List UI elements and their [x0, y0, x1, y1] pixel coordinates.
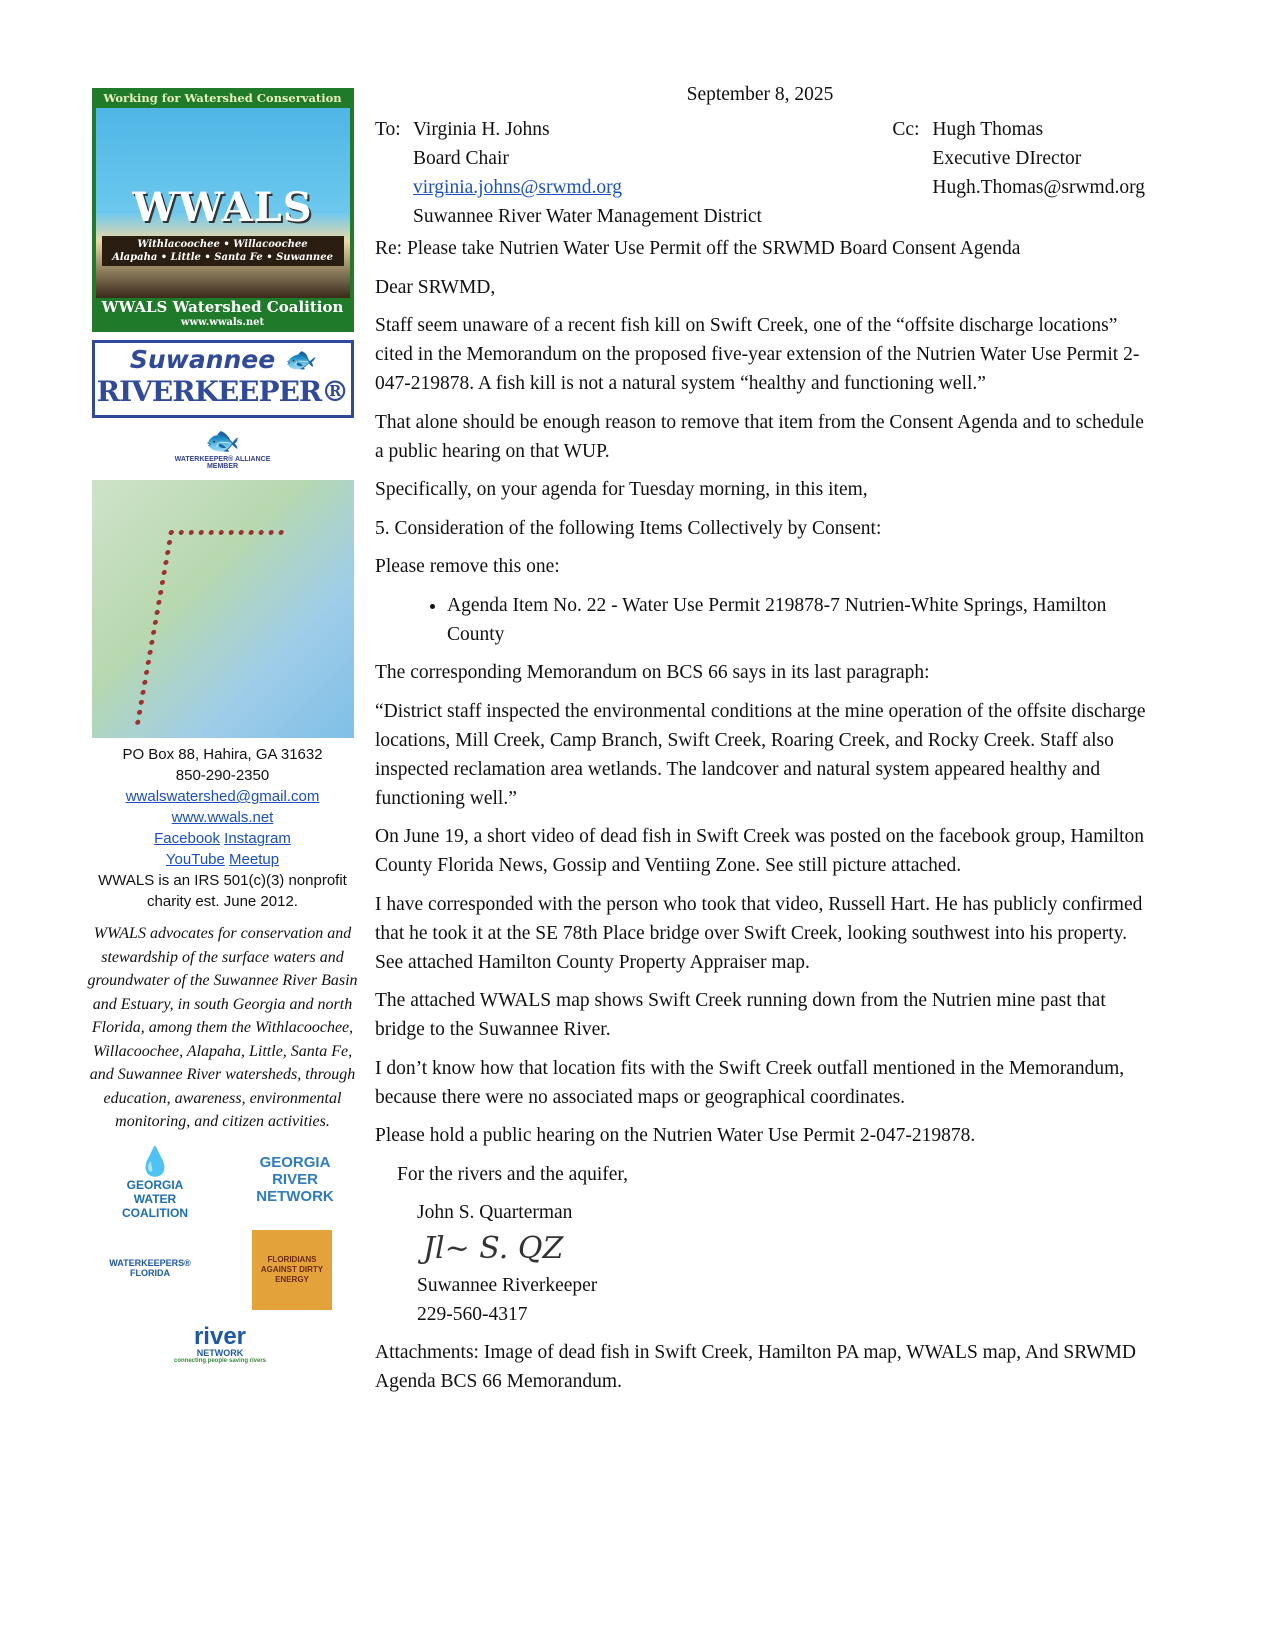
phone: 850-290-2350 [175, 767, 270, 784]
recipient-email-link[interactable]: virginia.johns@srwmd.org [413, 177, 622, 198]
address: PO Box 88, Hahira, GA 31632 [122, 746, 323, 763]
instagram-link[interactable]: Instagram [224, 830, 291, 847]
paragraph: I have corresponded with the person who took that video, Russell Hart. He has publicly confirmed that he took it at the SE 78th Place bridge over Swift Creek, looking southwest into his property. See attached Hamilton County Property Appraiser map. [375, 893, 1143, 973]
letter-date: September 8, 2025 [686, 84, 834, 105]
cc-name: Hugh Thomas [932, 119, 1044, 140]
sidebar [80, 88, 365, 1386]
river-route [134, 530, 283, 725]
to-block [375, 115, 762, 231]
riverkeeper-line-2: RIVERKEEPER® [96, 375, 349, 408]
rn-tagline: connecting people·saving rivers [173, 1357, 267, 1364]
facebook-link[interactable]: Facebook [154, 830, 220, 847]
sturgeon-icon: 🐟 [205, 425, 240, 456]
cc-email: Hugh.Thomas@srwmd.org [932, 177, 1145, 198]
paragraph: Staff seem unaware of a recent fish kill on Swift Creek, one of the “offsite discharge locations” cited in the Memorandum on the proposed five-year extension of the Nutrien Water Use Permit 2-047-219878. A fish kill is not a natural system “healthy and functioning well.” [375, 315, 1140, 394]
paragraph: I don’t know how that location fits with the Swift Creek outfall mentioned in the Memorandum, because there were no associated maps or geographical coordinates. [375, 1057, 1125, 1108]
youtube-link[interactable]: YouTube [165, 851, 225, 868]
suwannee-text: Suwannee [129, 345, 276, 374]
recipient-name: Virginia H. Johns [413, 119, 550, 140]
rivers-line-1: Withlacoochee • Willacoochee [137, 239, 308, 250]
waterkeepers-florida-logo: WATERKEEPERS® FLORIDA [109, 1257, 191, 1278]
closing: For the rivers and the aquifer, [397, 1163, 628, 1185]
cc-title: Executive DIrector [932, 148, 1082, 169]
agenda-item: • Agenda Item No. 22 - Water Use Permit 219878-7 Nutrien-White Springs, Hamilton County [447, 591, 1155, 649]
meetup-link[interactable]: Meetup [229, 851, 280, 868]
georgia-river-network-logo: GEORGIA RIVER NETWORK [256, 1153, 334, 1205]
paragraph: 5. Consideration of the following Items Collectively by Consent: [375, 517, 882, 539]
wwals-url: www.wwals.net [180, 317, 265, 328]
georgia-water-coalition-logo [110, 1146, 200, 1220]
wka-line-2: MEMBER [206, 463, 239, 470]
paragraph: The attached WWALS map shows Swift Creek running down from the Nutrien mine past that bridge to the Suwannee River. [375, 990, 1106, 1040]
riverkeeper-logo [92, 340, 354, 418]
wwals-logo [92, 88, 354, 332]
paragraph: The corresponding Memorandum on BCS 66 says in its last paragraph: [375, 662, 930, 683]
subject-line: Re: Please take Nutrien Water Use Permit off the SRWMD Board Consent Agenda [375, 238, 1021, 259]
wwals-name: WWALS Watershed Coalition [101, 298, 344, 316]
attachments: Attachments: Image of dead fish in Swift Creek, Hamilton PA map, WWALS map, And SRWMD Agenda BCS 66 Memorandum. [375, 1342, 1136, 1392]
contact-info [80, 744, 365, 912]
wwals-tagline: Working for Watershed Conservation [103, 91, 342, 105]
letter-body [375, 80, 1155, 1406]
wwals-wordmark: WWALS [132, 184, 313, 231]
gwc-text: GEORGIA WATER COALITION [122, 1177, 188, 1220]
to-label: To: [375, 119, 401, 140]
paragraph: That alone should be enough reason to remove that item from the Consent Agenda and to schedule a public hearing on that WUP. [375, 411, 1144, 462]
quote-paragraph: “District staff inspected the environmental conditions at the mine operation of the offsite discharge locations, Mill Creek, Camp Branch, Swift Creek, Roaring Creek, and Rocky Creek. Staff also inspected reclamation area wetlands. The landcover and natural system appeared healthy and functioning well.” [375, 700, 1146, 809]
river-network-logo [160, 1322, 280, 1364]
wka-line-1: WATERKEEPER® ALLIANCE [174, 456, 271, 463]
waterkeeper-alliance-logo [163, 426, 283, 474]
wwals-rivers [102, 236, 344, 266]
nonprofit-status: WWALS is an IRS 501(c)(3) nonprofit charity est. June 2012. [98, 872, 347, 910]
paragraph: Please remove this one: [375, 556, 560, 577]
paragraph: Specifically, on your agenda for Tuesday morning, in this item, [375, 479, 868, 500]
handwritten-signature: Jl~ S. QZ [423, 1231, 564, 1266]
riverkeeper-line-1 [95, 343, 351, 377]
paragraph: Please hold a public hearing on the Nutrien Water Use Permit 2-047-219878. [375, 1125, 976, 1146]
website-link[interactable]: www.wwals.net [171, 809, 274, 826]
rn-sub: NETWORK [196, 1347, 244, 1358]
water-drop-icon: 💧 [137, 1145, 173, 1177]
email-link[interactable]: wwalswatershed@gmail.com [125, 788, 320, 805]
watershed-map [92, 480, 354, 738]
rn-text: river [193, 1322, 247, 1350]
signer-phone: 229-560-4317 [417, 1304, 528, 1325]
signer-name: John S. Quarterman [417, 1202, 573, 1223]
address-block [375, 115, 1155, 231]
partner-logos [80, 1146, 365, 1386]
rivers-line-2: Alapaha • Little • Santa Fe • Suwannee [112, 252, 333, 263]
sturgeon-icon: 🐟 [283, 345, 316, 374]
cc-block [892, 115, 1145, 231]
floridians-against-dirty-energy-logo: FLORIDIANS AGAINST DIRTY ENERGY [252, 1230, 332, 1310]
recipient-title: Board Chair [413, 148, 509, 169]
recipient-org: Suwannee River Water Management District [413, 206, 762, 227]
mission-statement: WWALS advocates for conservation and stewardship of the surface waters and groundwater of the Suwannee River Basin and Estuary, in south Georgia and north Florida, among them the Withlacoochee, Willacoochee, Alapaha, Little, Santa Fe, and Suwannee River watersheds, through education, awareness, environmental monitoring, and citizen activities. [87, 925, 358, 1130]
signer-title: Suwannee Riverkeeper [417, 1275, 598, 1296]
cc-label: Cc: [892, 119, 920, 140]
salutation: Dear SRWMD, [375, 276, 496, 298]
paragraph: On June 19, a short video of dead fish in Swift Creek was posted on the facebook group, Hamilton County Florida News, Gossip and Ventiing Zone. See still picture attached. [375, 826, 1145, 876]
agenda-list [375, 591, 1155, 649]
